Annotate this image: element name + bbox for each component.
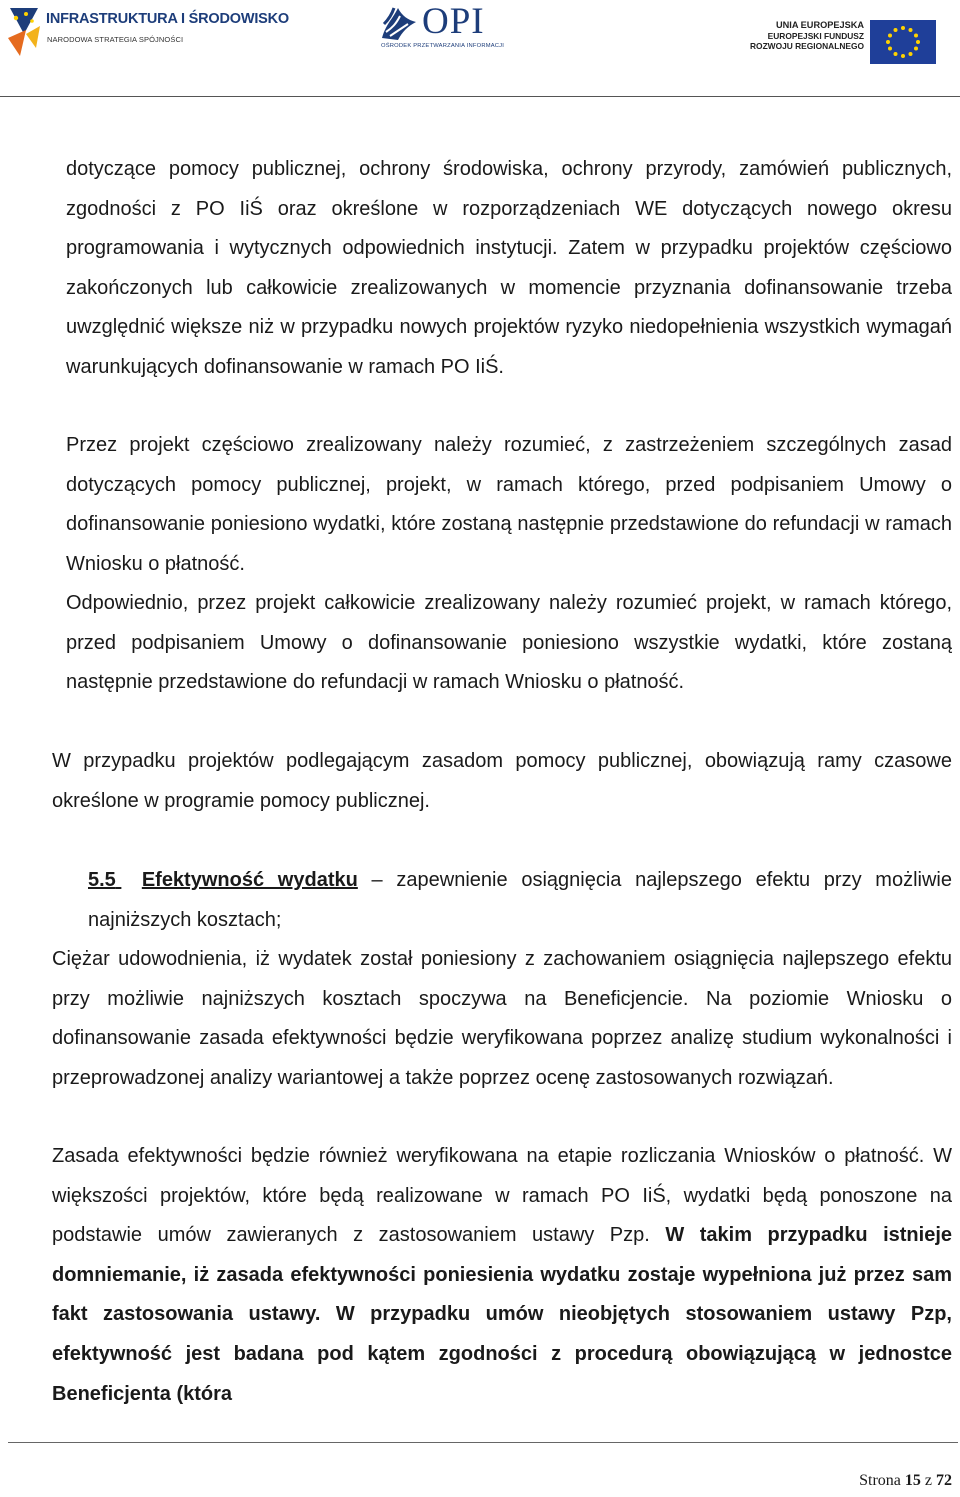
page-number: [859, 1472, 952, 1490]
eu-flag-icon: [870, 20, 936, 64]
section-number: 5.5: [88, 869, 116, 891]
paragraph-6: [52, 1137, 952, 1414]
heading-underline-gap: [116, 861, 142, 901]
infrastruktura-mark-icon: [6, 4, 42, 58]
eu-logo: [750, 14, 950, 64]
page-header: [0, 0, 960, 97]
paragraph-4: W przypadku projektów podlegającym zasadom pomocy publicznej, obowiązują ramy czasowe określone w programie pomocy publicznej.: [52, 750, 952, 812]
page-label: Strona: [859, 1472, 905, 1489]
opi-logo: [378, 2, 508, 60]
opi-logo-title: OPI: [422, 1, 485, 42]
eu-logo-line-1: UNIA EUROPEJSKA: [776, 20, 864, 30]
paragraph-3: Odpowiednio, przez projekt całkowicie zrealizowany należy rozumieć projekt, w ramach którego, przed podpisaniem Umowy o dofinansowanie poniesiono wszystkie wydatki, które zostaną następnie przedstawione do refundacji w ramach Wniosku o płatność.: [66, 592, 952, 694]
paragraph-6-bold: W takim przypadku istnieje domniemanie, iż zasada efektywności poniesienia wydatku zostaje wypełniona już przez sam fakt zastosowania ustawy. W przypadku umów nieobjętych stosowaniem ustawy Pzp, efektywność jest badana pod kątem zgodności z procedurą obowiązującą w jednostce Beneficjenta (która: [52, 1224, 952, 1405]
opi-logo-subtitle: OŚRODEK PRZETWARZANIA INFORMACJI: [381, 43, 505, 49]
total-pages: 72: [936, 1472, 952, 1489]
eu-logo-text: [750, 20, 864, 52]
section-heading-5-5: [88, 861, 952, 940]
eu-logo-line-3: ROZWOJU REGIONALNEGO: [750, 41, 864, 51]
section-definition: – zapewnienie osiągnięcia najlepszego efektu przy możliwie najniższych kosztach;: [88, 869, 952, 931]
opi-tree-icon: [378, 2, 420, 42]
current-page: 15: [904, 1472, 921, 1489]
paragraph-2: Przez projekt częściowo zrealizowany należy rozumieć, z zastrzeżeniem szczególnych zasad dotyczących pomocy publicznej, projekt, w ramach którego, przed podpisaniem Umowy o dofinansowanie poniesiono wydatki, które zostaną następnie przedstawione do refundacji w ramach Wniosku o płatność.: [66, 434, 952, 575]
page-of: z: [920, 1472, 936, 1489]
paragraph-5: Ciężar udowodnienia, iż wydatek został poniesiony z zachowaniem osiągnięcia najlepszego efektu przy możliwie najniższych kosztach spoczywa na Beneficjencie. Na poziomie Wniosku o dofinansowanie zasada efektywności będzie weryfikowana poprzez analizę studium wykonalności i przeprowadzonej analizy wariantowej a także poprzez ocenę zastosowanych rozwiązań.: [52, 948, 952, 1089]
footer-divider: [8, 1442, 958, 1443]
section-title: Efektywność wydatku: [141, 869, 358, 891]
infrastruktura-logo: [6, 4, 289, 58]
paragraph-6-regular: Zasada efektywności będzie również weryfikowana na etapie rozliczania Wniosków o płatność. W większości projektów, które będą realizowane w ramach PO IiŚ, wydatki będą ponoszone na podstawie umów zawieranych z zastosowaniem ustawy Pzp.: [52, 1145, 952, 1247]
infrastruktura-logo-title: INFRASTRUKTURA I ŚRODOWISKO: [46, 11, 289, 27]
paragraph-1: dotyczące pomocy publicznej, ochrony środowiska, ochrony przyrody, zamówień publicznych, zgodności z PO IiŚ oraz określone w rozporządzeniach WE dotyczących nowego okresu programowania i wytycznych odpowiednich instytucji. Zatem w przypadku projektów częściowo zakończonych lub całkowicie zrealizowanych w momencie przyznania dofinansowanie trzeba uwzględnić większe niż w przypadku nowych projektów ryzyko niedopełnienia wszystkich wymagań warunkujących dofinansowanie w ramach PO IiŚ.: [66, 158, 952, 378]
eu-logo-line-2: EUROPEJSKI FUNDUSZ: [767, 30, 864, 41]
header-divider: [0, 96, 960, 97]
infrastruktura-logo-subtitle: NARODOWA STRATEGIA SPÓJNOŚCI: [47, 35, 184, 44]
